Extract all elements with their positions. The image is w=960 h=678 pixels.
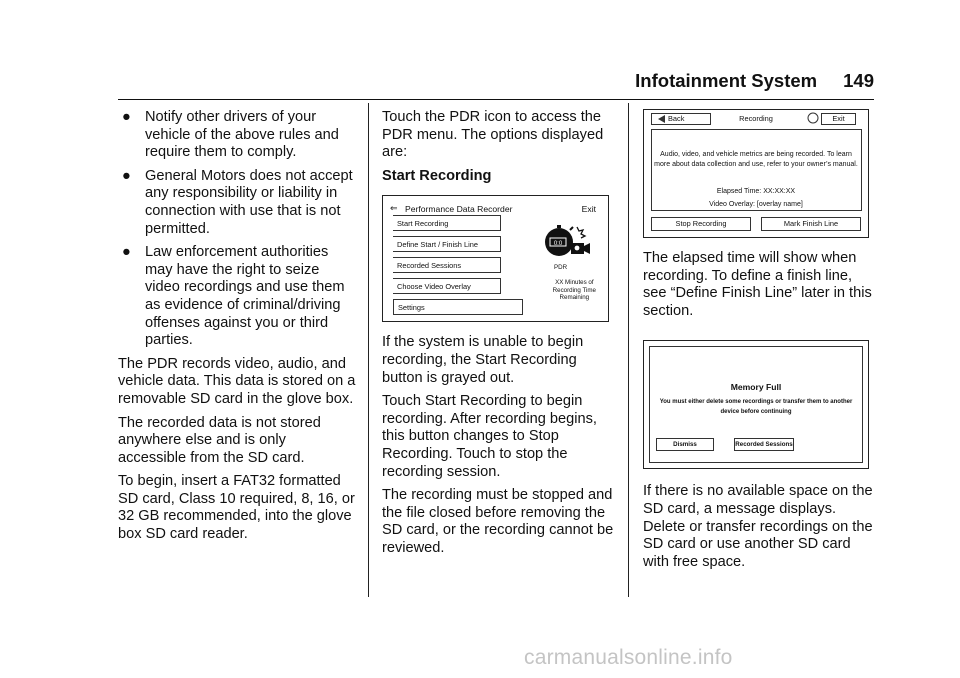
paragraph: If the system is unable to begin recording, the Start Recording button is grayed out. bbox=[382, 334, 584, 386]
bullet-item: ● Notify other drivers of your vehicle of the above rules and require them to comply. bbox=[122, 109, 339, 161]
recording-message: Audio, video, and vehicle metrics are being recorded. To learn more about data collection and use, refer to your owner’s manual. bbox=[654, 151, 858, 168]
dismiss-button[interactable]: Dismiss bbox=[656, 438, 714, 451]
paragraph: The PDR records video, audio, and vehicle data. This data is stored on a removable SD card in the glove box. bbox=[118, 355, 356, 407]
status-circle-icon bbox=[807, 112, 819, 124]
page-number: 149 bbox=[843, 70, 874, 91]
menu-item-video-overlay[interactable]: Choose Video Overlay bbox=[393, 278, 501, 294]
video-overlay: Video Overlay: [overlay name] bbox=[709, 201, 803, 208]
svg-text:0:0: 0:0 bbox=[553, 241, 563, 248]
section-title: Infotainment System bbox=[635, 70, 818, 91]
pdr-menu-screen bbox=[382, 195, 609, 322]
paragraph: To begin, insert a FAT32 formatted SD card, Class 10 required, 8, 16, or 32 GB recommended, into the glove box SD card reader. bbox=[118, 473, 355, 543]
mark-finish-line-button[interactable]: Mark Finish Line bbox=[761, 217, 861, 231]
column-divider bbox=[628, 103, 629, 597]
column-2 bbox=[382, 109, 614, 564]
subheading: Start Recording bbox=[382, 167, 492, 184]
paragraph: Touch the PDR icon to access the PDR menu. The options displayed are: bbox=[382, 109, 604, 161]
memory-full-screen bbox=[643, 340, 869, 469]
exit-button[interactable]: Exit bbox=[581, 204, 596, 215]
exit-button[interactable]: Exit bbox=[821, 113, 856, 125]
back-arrow-icon: ⇐ bbox=[390, 203, 398, 214]
paragraph: The recording must be stopped and the file closed before removing the SD card, or the recording cannot be reviewed. bbox=[382, 487, 614, 556]
remaining-time: XX Minutes of Recording Time Remaining bbox=[552, 279, 596, 301]
dialog-message: You must either delete some recordings or transfer them to another device before continuing bbox=[659, 399, 853, 416]
back-button[interactable]: Back bbox=[651, 113, 711, 125]
menu-item-define-line[interactable]: Define Start / Finish Line bbox=[393, 236, 501, 252]
paragraph: The recorded data is not stored anywhere else and is only accessible from the SD card. bbox=[118, 414, 321, 466]
pdr-icon-label: PDR bbox=[554, 264, 568, 272]
recorded-sessions-button[interactable]: Recorded Sessions bbox=[734, 438, 794, 451]
bullet-item: ● General Motors does not accept any responsibility or liability in connection with use that is not permitted. bbox=[122, 167, 353, 237]
column-1 bbox=[118, 109, 358, 550]
pdr-icon[interactable] bbox=[541, 224, 595, 260]
dialog-title: Memory Full bbox=[730, 382, 782, 393]
menu-item-recorded-sessions[interactable]: Recorded Sessions bbox=[393, 257, 501, 273]
menu-item-settings[interactable]: Settings bbox=[393, 299, 523, 315]
screen-title: Performance Data Recorder bbox=[405, 204, 513, 215]
screen-title: Recording bbox=[739, 114, 773, 124]
paragraph: The elapsed time will show when recording. To define a finish line, see “Define Finish Line” later in this section. bbox=[643, 250, 872, 319]
paragraph: Touch Start Recording to begin recording. After recording begins, this button changes to Stop Recording. Touch to stop the recording session. bbox=[382, 393, 597, 480]
watermark: carmanualsonline.info bbox=[524, 646, 733, 669]
elapsed-time: Elapsed Time: XX:XX:XX bbox=[716, 188, 796, 195]
menu-item-start-recording[interactable]: Start Recording bbox=[393, 215, 501, 231]
column-3 bbox=[643, 109, 875, 577]
bullet-item: ● Law enforcement authorities may have the right to seize video recordings and use them as evidence of criminal/driving offenses against you or third parties. bbox=[122, 244, 345, 349]
paragraph: If there is no available space on the SD card, a message displays. Delete or transfer recordings on the SD card or use another SD card with free space. bbox=[643, 483, 873, 570]
stop-recording-button[interactable]: Stop Recording bbox=[651, 217, 751, 231]
page-header bbox=[635, 70, 874, 92]
recording-screen bbox=[643, 109, 869, 238]
column-divider bbox=[368, 103, 369, 597]
header-rule bbox=[118, 99, 874, 100]
